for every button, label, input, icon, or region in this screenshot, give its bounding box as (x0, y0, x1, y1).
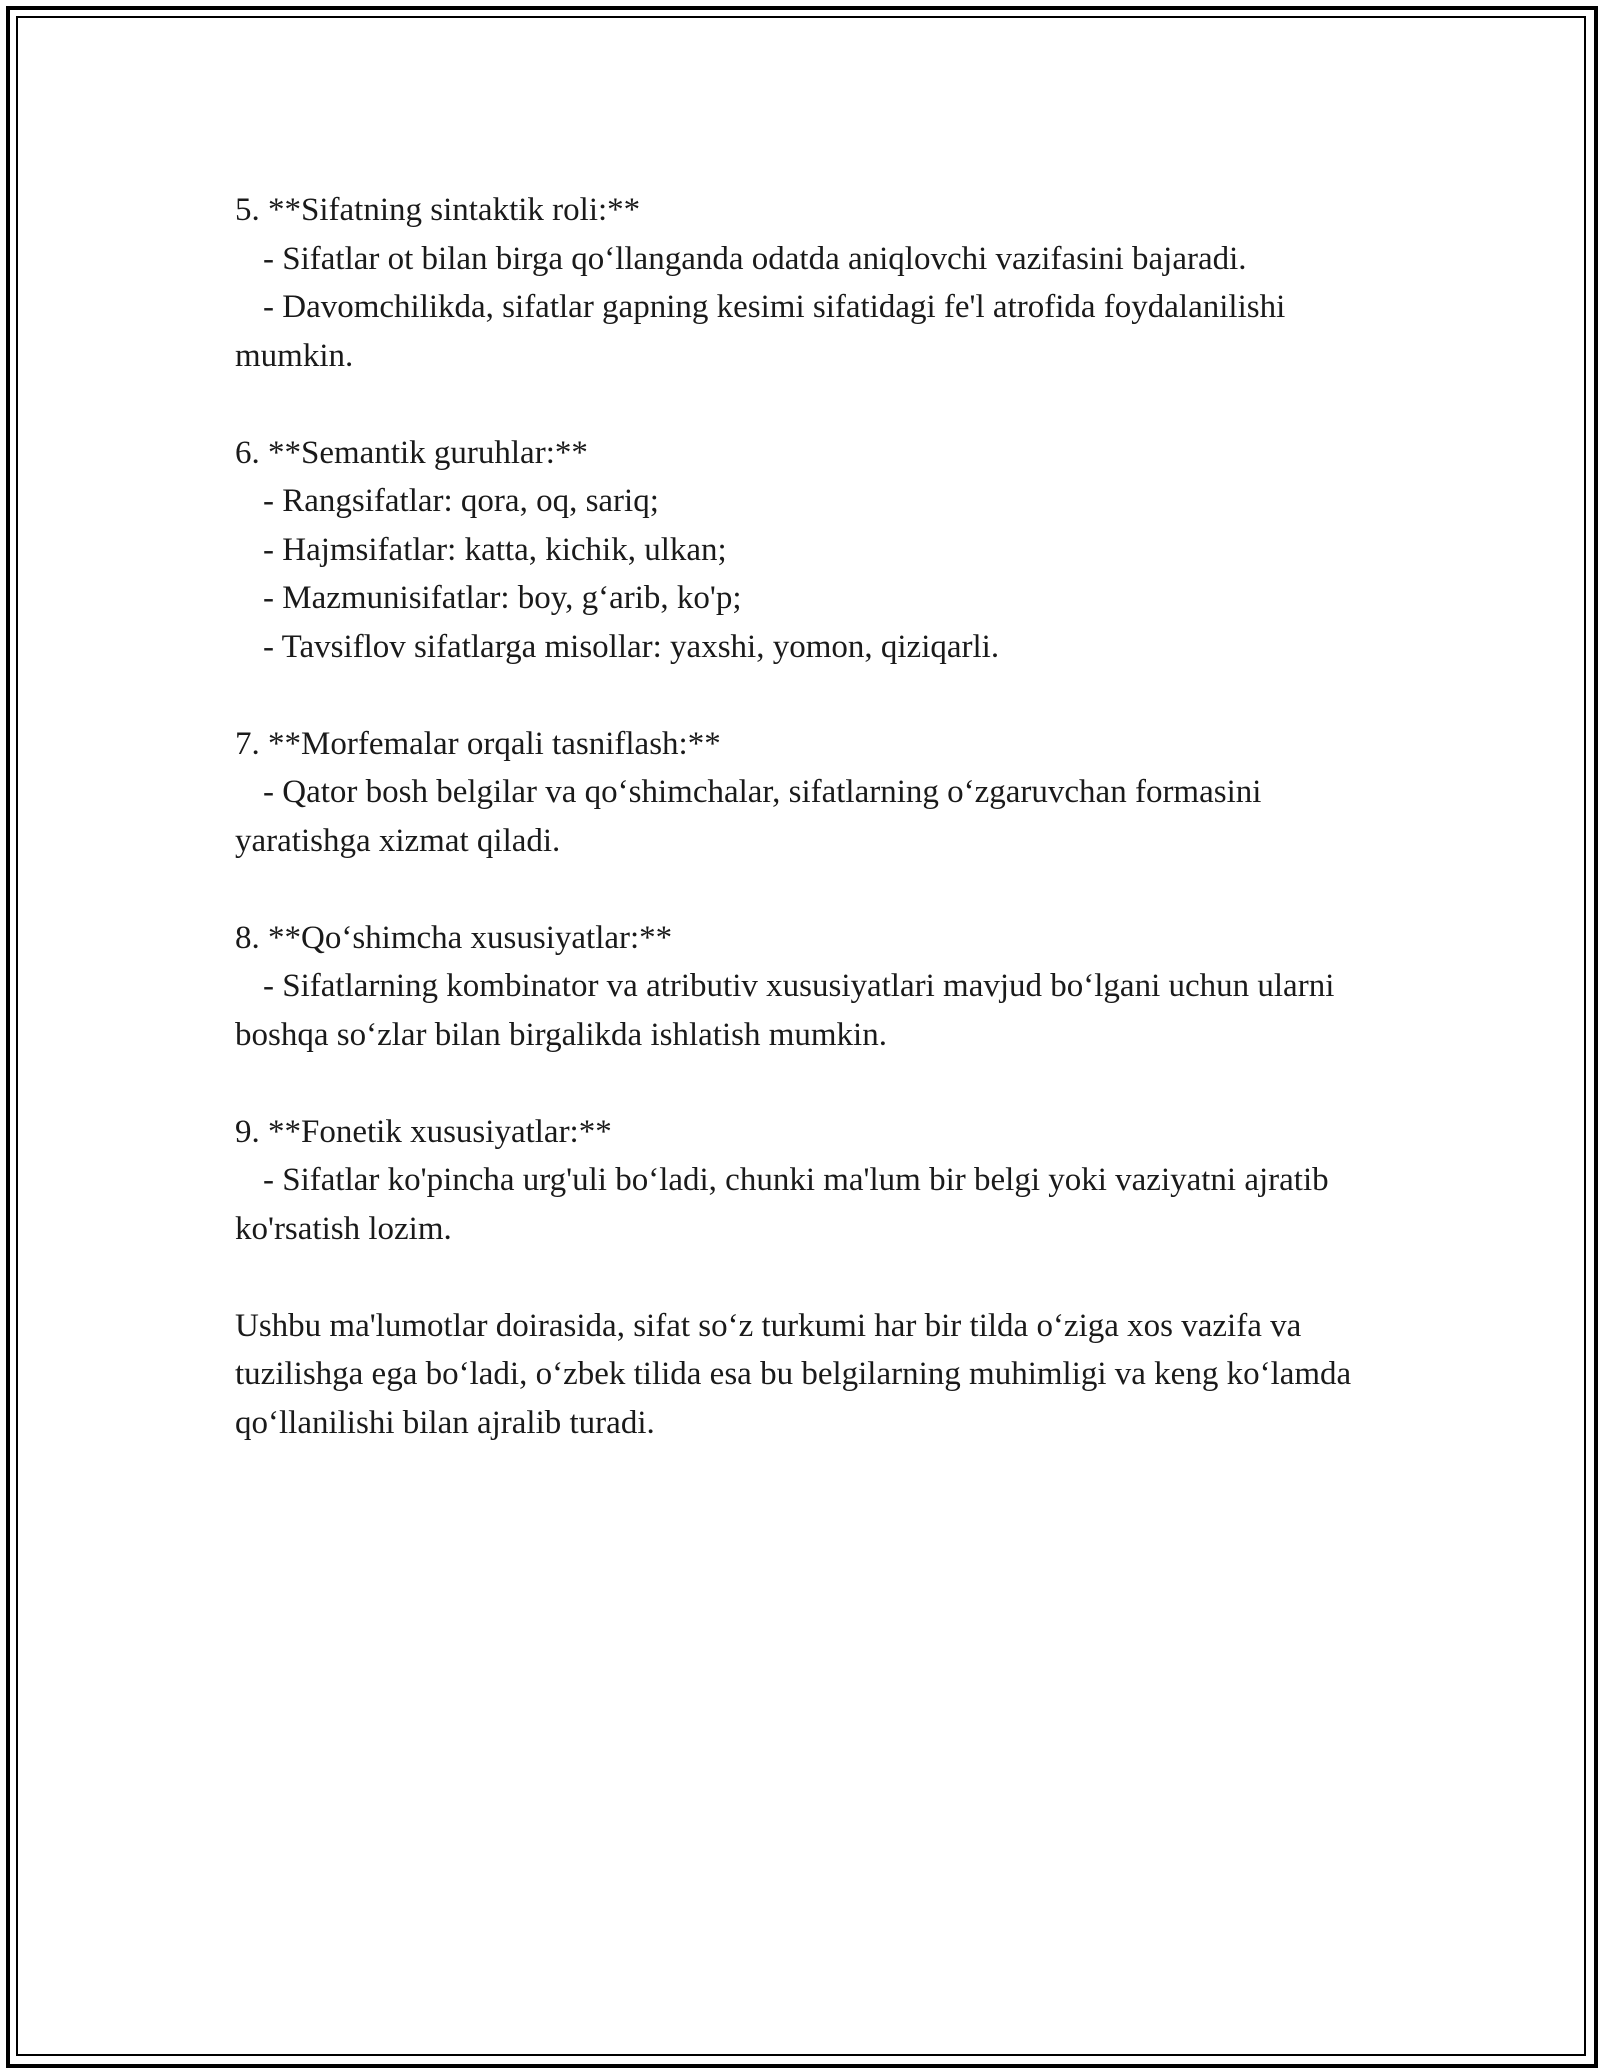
section-heading: 5. **Sifatning sintaktik roli:** (235, 192, 641, 228)
section-heading: 6. **Semantik guruhlar:** (235, 434, 588, 471)
bullet-item: - Qator bosh belgilar va qo‘shimchalar, sifatlarning o‘zgaruvchan formasini yaratishga xizmat qiladi. (235, 774, 1262, 859)
section-5 (235, 186, 1375, 380)
bullet-item: - Davomchilikda, sifatlar gapning kesimi sifatidagi fe'l atrofida foydalanilishi mumkin. (235, 289, 1286, 374)
section-heading: 8. **Qo‘shimcha xususiyatlar:** (235, 919, 673, 956)
bullet-item: - Sifatlar ot bilan birga qo‘llanganda odatda aniqlovchi vazifasini bajaradi. (263, 240, 1247, 277)
conclusion-paragraph: Ushbu ma'lumotlar doirasida, sifat so‘z turkumi har bir tilda o‘ziga xos vazifa va tuzilishga ega bo‘ladi, o‘zbek tilida esa bu belgilarning muhimligi va keng ko‘lamda qo‘llanilishi bilan ajralib turadi. (235, 1307, 1352, 1441)
section-8 (235, 914, 1375, 1060)
section-9 (235, 1108, 1375, 1254)
section-heading: 7. **Morfemalar orqali tasniflash:** (235, 725, 721, 762)
document-body (235, 186, 1375, 1496)
section-7 (235, 720, 1375, 866)
bullet-item: - Mazmunisifatlar: boy, g‘arib, ko'p; (263, 580, 742, 616)
section-heading: 9. **Fonetik xususiyatlar:** (235, 1113, 612, 1150)
bullet-item: - Hajmsifatlar: katta, kichik, ulkan; (263, 531, 727, 568)
bullet-item: - Sifatlarning kombinator va atributiv xususiyatlari mavjud bo‘lgani uchun ularni boshqa so‘zlar bilan birgalikda ishlatish mumkin. (235, 968, 1335, 1053)
bullet-item: - Tavsiflov sifatlarga misollar: yaxshi, yomon, qiziqarli. (263, 628, 1000, 665)
conclusion-section (235, 1302, 1375, 1448)
bullet-item: - Rangsifatlar: qora, oq, sariq; (263, 483, 659, 519)
bullet-item: - Sifatlar ko'pincha urg'uli bo‘ladi, chunki ma'lum bir belgi yoki vaziyatni ajratib ko'rsatish lozim. (235, 1162, 1329, 1247)
section-6 (235, 429, 1375, 672)
